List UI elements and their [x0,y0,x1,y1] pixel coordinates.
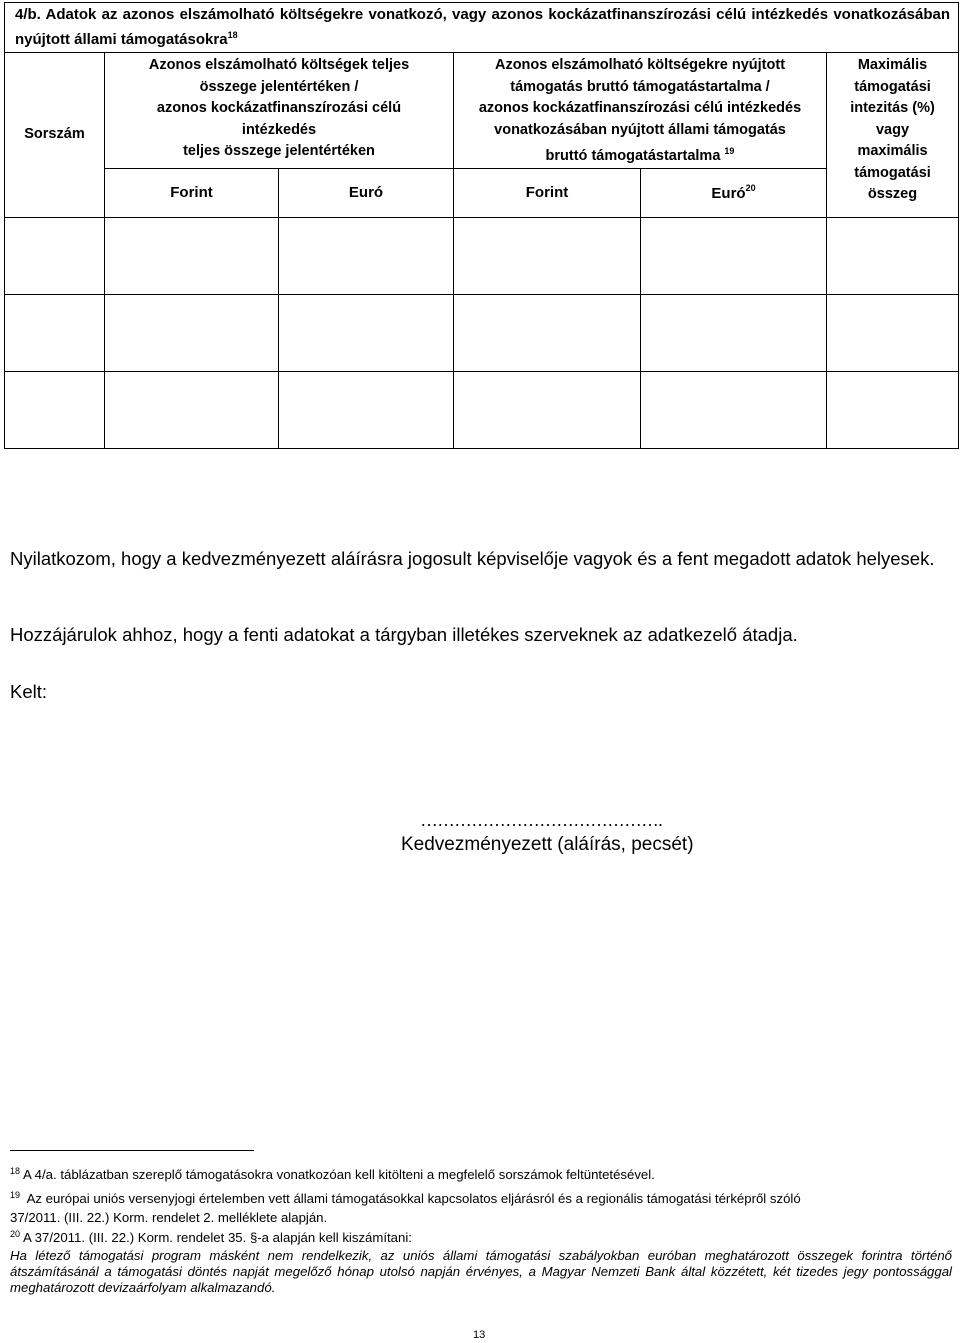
cell-sorszam[interactable] [5,294,105,371]
currency-euro-total: Euró [279,168,454,217]
cell-total-forint[interactable] [105,294,279,371]
table-row[interactable] [5,294,959,371]
cell-aid-euro[interactable] [641,294,827,371]
header-sorszam: Sorszám [5,53,105,218]
signature-caption: Kedvezményezett (aláírás, pecsét) [401,834,694,855]
cell-sorszam[interactable] [5,371,105,448]
cell-total-forint[interactable] [105,217,279,294]
footnote-20-detail: Ha létező támogatási program másként nem rendelkezik, az uniós állami támogatási szabályokban euróban meghatározott összegek forintra történő átszámításánál a támogatási döntés napját megelőző hónap utolsó napján érvényes, a Magyar Nemzeti Bank által közzétett, két tizedes jegy pontossággal meghatározott devizaárfolyam alkalmazandó. [10,1248,952,1295]
cell-total-euro[interactable] [279,371,454,448]
footnote-19: $^{19}$ Az európai uniós versenyjogi értelemben vett állami támogatásokkal kapcsolatos eljárásról és a regionális támogatási térképről szóló [10,1190,801,1206]
cell-aid-forint[interactable] [454,217,641,294]
cell-max-intensity[interactable] [827,217,959,294]
signature-line: ……………………………………. [420,810,663,830]
page-number: 13 [473,1329,486,1341]
table-row[interactable] [5,217,959,294]
cell-max-intensity[interactable] [827,371,959,448]
footnote-divider [10,1150,254,1151]
cell-aid-euro[interactable] [641,371,827,448]
section-title: 4/b. Adatok az azonos elszámolható költségekre vonatkozó, vagy azonos kockázatfinanszírozási célú intézkedés vonatkozásában nyújtott állami támogatásokra$^{18}$ [5,3,959,53]
header-max-intensity: Maximális támogatási intezitás (%) vagy maximális támogatási összeg [827,53,959,218]
cell-sorszam[interactable] [5,217,105,294]
currency-forint-total: Forint [105,168,279,217]
declaration-statement: Nyilatkozom, hogy a kedvezményezett aláírásra jogosult képviselője vagyok és a fent megadott adatok helyesek. [10,548,935,569]
cell-total-forint[interactable] [105,371,279,448]
footnote-18: $^{18}$ A 4/a. táblázatban szereplő támogatásokra vonatkozóan kell kitölteni a megfelelő sorszámok feltüntetésével. [10,1166,655,1182]
cell-aid-euro[interactable] [641,217,827,294]
cell-max-intensity[interactable] [827,294,959,371]
cell-total-euro[interactable] [279,217,454,294]
consent-statement: Hozzájárulok ahhoz, hogy a fenti adatokat a tárgyban illetékes szerveknek az adatkezelő átadja. [10,624,798,645]
cell-aid-forint[interactable] [454,294,641,371]
date-label: Kelt: [10,681,48,702]
currency-euro-aid: Euró$^{20}$ [641,168,827,217]
header-aid-gross: Azonos elszámolható költségekre nyújtott támogatás bruttó támogatástartalma / azonos kockázatfinanszírozási célú intézkedés vonatkozásában nyújtott állami támogatás bruttó támogatástartalma $^{19}$ [454,53,827,169]
footnote-19-continued: 37/2011. (III. 22.) Korm. rendelet 2. melléklete alapján. [10,1210,328,1225]
cell-aid-forint[interactable] [454,371,641,448]
footnote-20: $^{20}$ A 37/2011. (III. 22.) Korm. rendelet 35. §-a alapján kell kiszámítani: [10,1229,412,1245]
header-total-cost: Azonos elszámolható költségek teljes összege jelentértéken / azonos kockázatfinanszírozási célú intézkedés teljes összege jelentértéken [105,53,454,169]
cell-total-euro[interactable] [279,294,454,371]
table-row[interactable] [5,371,959,448]
currency-forint-aid: Forint [454,168,641,217]
aid-data-table [4,2,959,449]
